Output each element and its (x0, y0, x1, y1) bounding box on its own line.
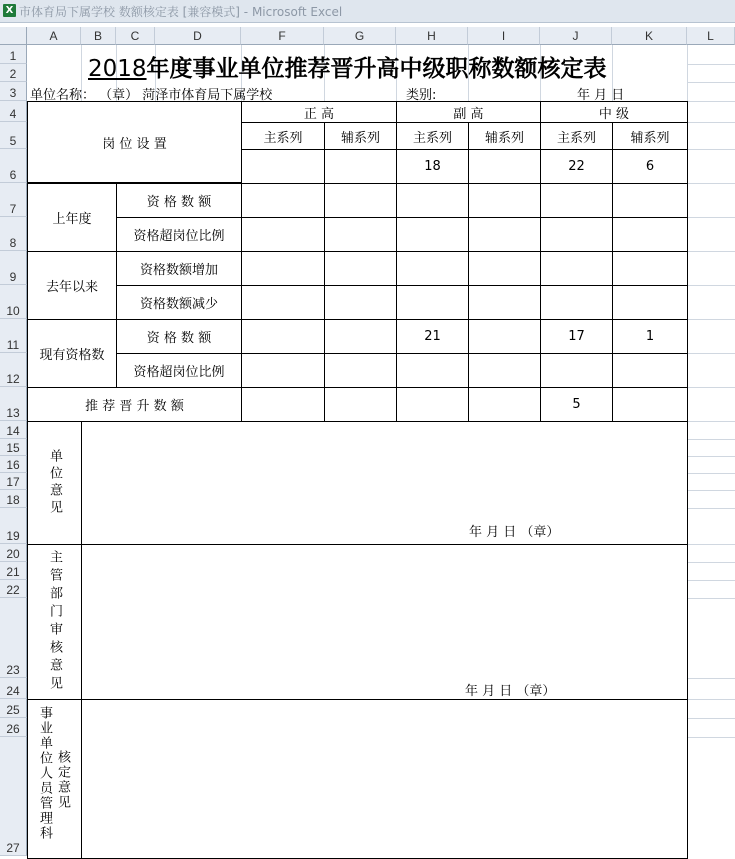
row-header-9[interactable]: 9 (0, 251, 27, 285)
current-qual-over-ratio-label: 资格超岗位比例 (116, 353, 242, 388)
table-cell[interactable] (612, 217, 688, 252)
table-cell[interactable]: 22 (540, 149, 613, 184)
gridline (687, 737, 735, 738)
gridline (687, 544, 735, 545)
table-cell[interactable] (612, 353, 688, 388)
table-cell[interactable] (612, 285, 688, 320)
table-cell[interactable] (324, 251, 397, 286)
table-cell[interactable]: 17 (540, 319, 613, 354)
row-header-18[interactable]: 18 (0, 490, 27, 508)
table-cell[interactable] (468, 217, 541, 252)
table-cell[interactable] (396, 353, 469, 388)
table-cell[interactable] (468, 183, 541, 218)
table-cell[interactable] (241, 387, 325, 422)
current-qual-count-label: 资 格 数 额 (116, 319, 242, 354)
unit-name-label: 单位名称： （章） 菏泽市体育局下属学校 (30, 88, 273, 103)
current-qualification-label: 现有资格数 (27, 319, 117, 388)
row-header-4[interactable]: 4 (0, 101, 27, 122)
table-cell[interactable]: 6 (612, 149, 688, 184)
qual-count-label: 资 格 数 额 (116, 183, 242, 218)
table-cell[interactable] (396, 183, 469, 218)
vice-aux-series: 辅系列 (468, 122, 541, 150)
gridline (687, 439, 735, 440)
table-cell[interactable] (540, 285, 613, 320)
date-label: 年 月 日 (577, 88, 625, 103)
table-cell[interactable] (241, 285, 325, 320)
table-cell[interactable] (468, 149, 541, 184)
table-cell[interactable] (324, 319, 397, 354)
column-header-b[interactable]: B (81, 27, 116, 45)
gridline (687, 562, 735, 563)
table-cell[interactable] (612, 183, 688, 218)
row-header-16[interactable]: 16 (0, 456, 27, 473)
mid-aux-series: 辅系列 (612, 122, 688, 150)
senior-aux-series: 辅系列 (324, 122, 397, 150)
table-cell[interactable] (241, 353, 325, 388)
row-header-5[interactable]: 5 (0, 122, 27, 149)
senior-header: 正 高 (241, 101, 397, 123)
table-cell[interactable] (324, 183, 397, 218)
gridline (687, 353, 735, 354)
column-header-k[interactable]: K (612, 27, 687, 45)
column-header-a[interactable]: A (27, 27, 81, 45)
gridline (687, 122, 735, 123)
row-header-17[interactable]: 17 (0, 473, 27, 490)
row-header-8[interactable]: 8 (0, 217, 27, 251)
table-cell[interactable] (241, 183, 325, 218)
gridline (687, 718, 735, 719)
gridline (687, 183, 735, 184)
unit-opinion-label: 单位意见 (27, 421, 82, 545)
table-cell[interactable] (468, 319, 541, 354)
table-cell[interactable]: 5 (540, 387, 613, 422)
table-cell[interactable] (468, 353, 541, 388)
column-header-f[interactable]: F (241, 27, 324, 45)
gridline (687, 285, 735, 286)
table-cell[interactable] (324, 387, 397, 422)
gridline (687, 217, 735, 218)
gridline (687, 251, 735, 252)
hr-opinion-label: 事业单位人员管理科 核定意见 (27, 699, 82, 859)
table-cell[interactable] (396, 285, 469, 320)
table-cell[interactable] (540, 183, 613, 218)
qual-increase-label: 资格数额增加 (116, 251, 242, 286)
row-header-12[interactable]: 12 (0, 353, 27, 387)
gridline (687, 456, 735, 457)
table-cell[interactable] (324, 353, 397, 388)
table-cell[interactable] (241, 149, 325, 184)
gridline (687, 598, 735, 599)
column-header-l[interactable]: L (687, 27, 735, 45)
gridline (687, 508, 735, 509)
last-year-label: 上年度 (27, 183, 117, 252)
sheet-title-text: 年度事业单位推荐晋升高中级职称数额核定表 (146, 56, 607, 82)
qual-decrease-label: 资格数额减少 (116, 285, 242, 320)
intermediate-header: 中 级 (540, 101, 688, 123)
category-label: 类别: (406, 88, 437, 103)
row-header-19[interactable]: 19 (0, 508, 27, 544)
column-header-g[interactable]: G (324, 27, 396, 45)
column-header-c[interactable]: C (116, 27, 155, 45)
recommend-label: 推 荐 晋 升 数 额 (27, 387, 242, 422)
row-header-15[interactable]: 15 (0, 439, 27, 456)
column-header-i[interactable]: I (468, 27, 540, 45)
gridline (687, 699, 735, 700)
position-setting-header: 岗 位 设 置 (27, 101, 242, 183)
qual-over-ratio-label: 资格超岗位比例 (116, 217, 242, 252)
gridline (687, 82, 735, 83)
table-cell[interactable] (396, 387, 469, 422)
row-header-22[interactable]: 22 (0, 580, 27, 598)
mid-main-series: 主系列 (540, 122, 613, 150)
column-header-h[interactable]: H (396, 27, 468, 45)
dept-opinion-label: 主管部门审核意见 (27, 544, 82, 700)
vice-main-series: 主系列 (396, 122, 469, 150)
table-cell[interactable] (540, 353, 613, 388)
table-cell[interactable]: 21 (396, 319, 469, 354)
window-title-bar (0, 0, 735, 23)
gridline (687, 490, 735, 491)
table-cell[interactable] (324, 149, 397, 184)
row-header-20[interactable]: 20 (0, 544, 27, 562)
gridline (687, 387, 735, 388)
row-header-14[interactable]: 14 (0, 421, 27, 439)
gridline (687, 678, 735, 679)
vice-senior-header: 副 高 (396, 101, 541, 123)
unit-opinion-box[interactable]: 年 月 日 （章） (81, 421, 688, 545)
row-header-11[interactable]: 11 (0, 319, 27, 353)
table-cell[interactable] (540, 251, 613, 286)
table-cell[interactable] (468, 387, 541, 422)
row-header-1[interactable]: 1 (0, 45, 27, 64)
row-header-23[interactable]: 23 (0, 598, 27, 678)
column-header-j[interactable]: J (540, 27, 612, 45)
table-cell[interactable] (612, 387, 688, 422)
row-header-6[interactable]: 6 (0, 149, 27, 183)
gridline (687, 473, 735, 474)
sheet-title-year: 2018 (88, 56, 147, 82)
table-cell[interactable] (396, 217, 469, 252)
column-header-d[interactable]: D (155, 27, 241, 45)
row-header-7[interactable]: 7 (0, 183, 27, 217)
window-title: 市体育局下属学校 数额核定表 [兼容模式] - Microsoft Excel (19, 5, 343, 19)
dept-opinion-box[interactable]: 年 月 日 （章） (81, 544, 688, 700)
row-header-25[interactable]: 25 (0, 699, 27, 718)
row-header-24[interactable]: 24 (0, 678, 27, 699)
table-cell[interactable]: 1 (612, 319, 688, 354)
gridline (687, 149, 735, 150)
hr-opinion-box[interactable] (81, 699, 688, 859)
table-cell[interactable]: 18 (396, 149, 469, 184)
select-all-corner[interactable] (0, 27, 27, 45)
gridline (687, 64, 735, 65)
row-header-13[interactable]: 13 (0, 387, 27, 421)
row-header-26[interactable]: 26 (0, 718, 27, 737)
gridline (687, 101, 735, 102)
gridline (687, 319, 735, 320)
since-last-year-label: 去年以来 (27, 251, 117, 320)
table-cell[interactable] (468, 251, 541, 286)
table-cell[interactable] (468, 285, 541, 320)
table-cell[interactable] (540, 217, 613, 252)
senior-main-series: 主系列 (241, 122, 325, 150)
table-cell[interactable] (241, 251, 325, 286)
row-header-10[interactable]: 10 (0, 285, 27, 319)
row-header-3[interactable]: 3 (0, 82, 27, 101)
sheet-title (88, 50, 607, 83)
row-header-27[interactable]: 27 (0, 737, 27, 856)
table-cell[interactable] (612, 251, 688, 286)
table-cell[interactable] (396, 251, 469, 286)
table-cell[interactable] (241, 319, 325, 354)
row-header-2[interactable]: 2 (0, 64, 27, 82)
row-header-21[interactable]: 21 (0, 562, 27, 580)
table-cell[interactable] (241, 217, 325, 252)
table-cell[interactable] (324, 217, 397, 252)
gridline (687, 580, 735, 581)
table-cell[interactable] (324, 285, 397, 320)
gridline (687, 421, 735, 422)
excel-icon: X (3, 4, 16, 17)
